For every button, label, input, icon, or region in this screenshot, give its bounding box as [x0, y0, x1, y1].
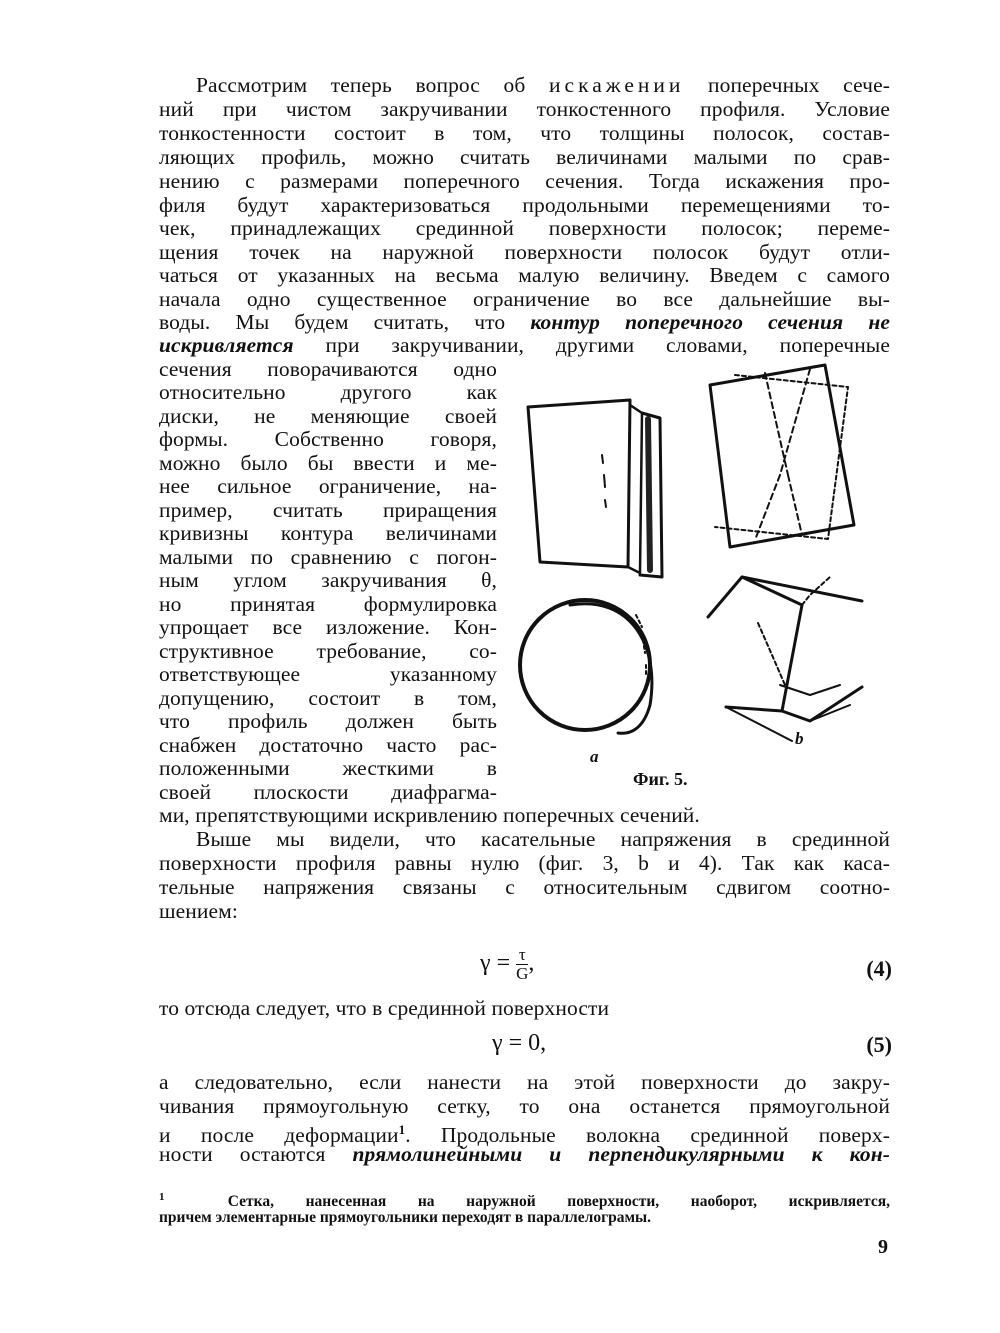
footnote-line: $^1$ Сетка, нанесенная на наружной поверхности, наоборот, искривляется, [159, 1191, 890, 1211]
text-line: начала одно существенное ограничение во все дальнейшие вы- [159, 287, 890, 311]
equation-4: γ = $\frac{\tau}{G}$ , [480, 945, 535, 983]
text-line: искривляется при закручивании, другими словами, поперечные [159, 333, 890, 357]
text-line: а следовательно, если нанести на этой поверхности до закру- [159, 1070, 890, 1094]
text-line: щения точек на наружной поверхности полосок будут отли- [159, 240, 890, 264]
text-line: относительно другого как [159, 380, 497, 404]
text-line: формы. Собственно говоря, [159, 427, 497, 451]
text-line: упрощает все изложение. Кон- [159, 615, 497, 639]
text-line: Рассмотрим теперь вопрос об искажении поперечных сече- [196, 73, 890, 97]
figure-label-a: a [590, 747, 599, 766]
figure-label-b: b [795, 729, 804, 748]
text-line: можно было бы ввести и ме- [159, 451, 497, 475]
profile-drawing [708, 577, 862, 741]
equation-number-4: (4) [866, 956, 892, 981]
text-line: тонкостенности состоит в том, что толщины полосок, состав- [159, 121, 890, 145]
text-line: сечения поворачиваются одно [159, 357, 497, 381]
twisted-rectangle-drawing [710, 365, 854, 547]
text-line: структивное требование, со- [159, 639, 497, 663]
text-line: тельные напряжения связаны с относительным сдвигом соотно- [159, 875, 890, 899]
figure-5 [510, 355, 890, 800]
text-line: Выше мы видели, что касательные напряжения в срединной [196, 827, 890, 851]
page-number: 9 [878, 1236, 888, 1258]
text-line: шением: [159, 899, 238, 923]
folded-sheets-drawing [528, 400, 662, 577]
text-line: но принятая формулировка [159, 592, 497, 616]
text-line: своей плоскости диафрагма- [159, 780, 497, 804]
text-line: кривизны контура величинами [159, 521, 497, 545]
text-line: чаться от указанных на весьма малую величину. Введем с самого [159, 263, 890, 287]
text-line: снабжен достаточно часто рас- [159, 733, 497, 757]
text-line: воды. Мы будем считать, что контур поперечного сечения не [159, 310, 891, 334]
text-line: диски, не меняющие своей [159, 404, 497, 428]
figure-caption: Фиг. 5. [633, 769, 688, 789]
text-line: ний при чистом закручивании тонкостенного профиля. Условие [159, 97, 890, 121]
text-line: чек, принадлежащих срединной поверхности полосок; переме- [159, 216, 890, 240]
text-line: и после деформации$^1$. Продольные волокна срединной поверх- [159, 1122, 890, 1148]
text-line: положенными жесткими в [159, 756, 497, 780]
footnote-line: причем элементарные прямоугольники переходят в параллелограмы. [159, 1209, 652, 1226]
equation-5: γ = 0, [492, 1030, 547, 1056]
ring-drawing [520, 600, 652, 733]
text-line: ляющих профиль, можно считать величинами малыми по срав- [159, 145, 890, 169]
text-line: ным углом закручивания θ, [159, 568, 497, 592]
text-line: нению с размерами поперечного сечения. Тогда искажения про- [159, 169, 890, 193]
text-line: нее сильное ограничение, на- [159, 474, 497, 498]
text-line: ности остаются прямолинейными и перпендикулярными к кон- [159, 1142, 890, 1166]
text-line: что профиль должен быть [159, 709, 497, 733]
text-line: ми, препятствующими искривлению поперечных сечений. [159, 803, 700, 827]
text-line: то отсюда следует, что в срединной поверхности [159, 996, 610, 1020]
text-line: пример, считать приращения [159, 498, 497, 522]
text-line: филя будут характеризоваться продольными перемещениями то- [159, 193, 890, 217]
text-line: малыми по сравнению с погон- [159, 545, 497, 569]
text-line: ответствующее указанному [159, 662, 497, 686]
text-line: чивания прямоугольную сетку, то она останется прямоугольной [159, 1094, 890, 1118]
text-line: допущению, состоит в том, [159, 686, 497, 710]
text-line: поверхности профиля равны нулю (фиг. 3, b и 4). Так как каса- [159, 851, 890, 875]
equation-number-5: (5) [866, 1032, 892, 1057]
figure-5-drawing [510, 355, 890, 795]
